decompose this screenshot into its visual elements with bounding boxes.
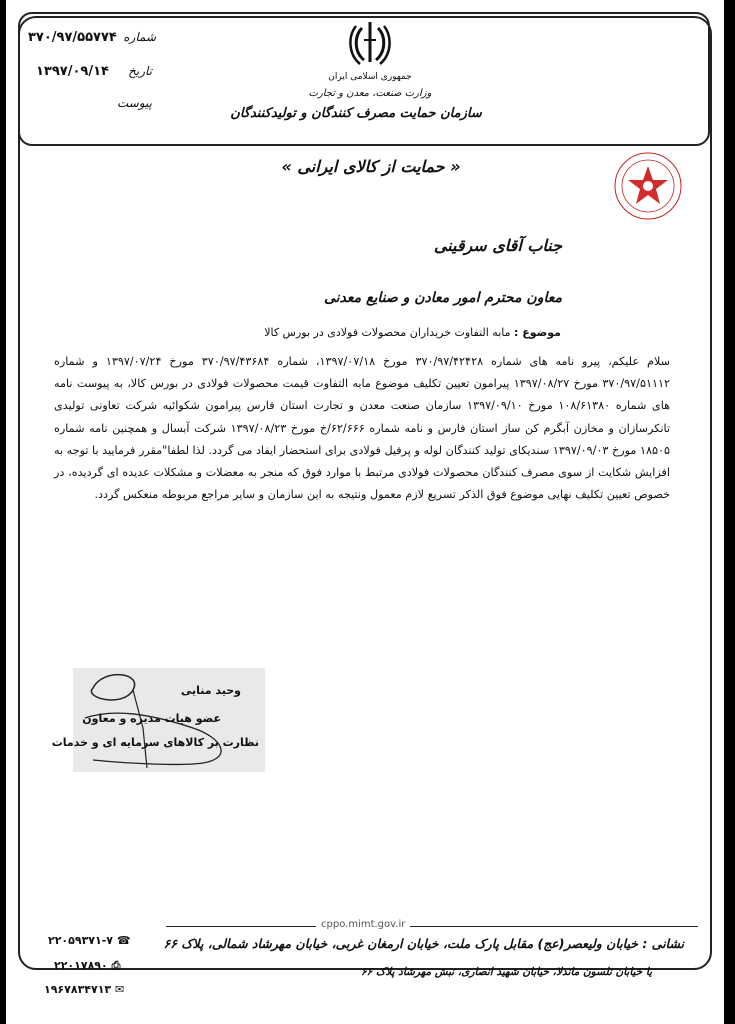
envelope-icon: ✉ <box>114 983 125 996</box>
republic-text: جمهوری اسلامی ایران <box>328 72 412 82</box>
salutation: جناب آقای سرقینی <box>433 236 562 255</box>
organization-logo-icon <box>612 150 684 222</box>
footer-divider <box>166 926 698 927</box>
address-text-1: خیابان ولیعصر(عج) مقابل پارک ملت، خیابان ارمغان غربی، خیابان مهرشاد شمالی، پلاک ۶۶ <box>163 936 638 951</box>
recipient-title: معاون محترم امور معادن و صنایع معدنی <box>323 290 562 306</box>
phone-value: ۲۲۰۵۹۳۷۱-۷ <box>48 934 113 947</box>
date-label: تاریخ <box>128 64 152 78</box>
signature-block <box>51 668 265 772</box>
ministry-text: وزارت صنعت، معدن و تجارت <box>308 88 432 99</box>
number-label: شماره <box>123 30 156 44</box>
fax-value: ۲۲۰۱۷۸۹۰ <box>54 959 108 972</box>
phone-row <box>48 934 131 947</box>
slogan: « حمایت از کالای ایرانی » <box>281 157 461 176</box>
address-label: نشانی : <box>642 936 684 951</box>
signer-department: نظارت بر کالاهای سرمایه ای و خدمات <box>51 736 259 749</box>
letter-page <box>6 0 724 1024</box>
fax-row <box>54 959 120 973</box>
postal-row <box>44 983 124 996</box>
signer-name: وحید منایی <box>180 684 241 697</box>
organization-name: سازمان حمایت مصرف کنندگان و تولیدکنندگان <box>230 106 482 121</box>
subject-text: مابه التفاوت خریداران محصولات فولادی در بورس کالا <box>264 326 511 339</box>
subject-line <box>21 326 561 339</box>
address-line-2: یا خیابان نلسون ماندلا، خیابان شهید انصاری، نبش مهرشاد پلاک ۶۶ <box>360 966 652 978</box>
letter-body: سلام علیکم، پیرو نامه های شماره ۳۷۰/۹۷/۴۲۴۲۸ مورخ ۱۳۹۷/۰۷/۱۸، شماره ۳۷۰/۹۷/۴۳۶۸۴ مورخ ۱۳۹۷/۰۷/۲۴ و شماره ۳۷۰/۹۷/۵۱۱۱۲ مورخ ۱۳۹۷/۰۸/۲۷ پیرامون تعیین تکلیف موضوع مابه التفاوت قیمت محصولات فولادی در بورس کالا، به پیوست نامه های شماره ۱۰۸/۶۱۳۸۰ مورخ ۱۳۹۷/۰۹/۱۰ سازمان صنعت معدن و تجارت استان فارس پیرامون شکوائیه شرکت تعاونی تولیدی تانکرسازان و مخازن آبگرم کن ساز استان فارس و نامه شماره ۶۲/۶۶۶/خ مورخ ۱۳۹۷/۰۸/۲۳ شرکت آبسال و همچنین نامه شماره ۱۸۵۰۵ مورخ ۱۳۹۷/۰۹/۰۳ سندیکای تولید کنندگان لوله و پرفیل فولادی برای استحضار ایفاد می گردد. لذا لطفا"مقرر فرمایید با توجه به افزایش شکایت از سوی مصرف کنندگان محصولات فولادی مرتبط با موارد فوق که منجر به معضلات و مشکلات عدیده ای گردیده، در خصوص تعیین تکلیف نهایی موضوع فوق الذکر تسریع لازم معمول ونتیجه به این سازمان و سایر مراجع مربوطه منعکس گردد. <box>54 355 671 502</box>
date-value: ۱۳۹۷/۰۹/۱۴ <box>36 64 109 79</box>
subject-label: موضوع : <box>514 326 561 339</box>
address-line-1 <box>164 936 684 951</box>
attachment-label: پیوست <box>117 96 152 110</box>
phone-icon: ☎ <box>116 934 131 947</box>
number-value: ۳۷۰/۹۷/۵۵۷۷۴ <box>28 30 117 45</box>
iran-emblem-icon <box>348 18 392 68</box>
website-text: cppo.mimt.gov.ir <box>316 919 410 930</box>
postal-value: ۱۹۶۷۸۳۴۷۱۳ <box>44 983 112 996</box>
signer-role: عضو هیات مدیره و معاون <box>82 712 221 725</box>
fax-icon: ⎙ <box>111 959 121 972</box>
